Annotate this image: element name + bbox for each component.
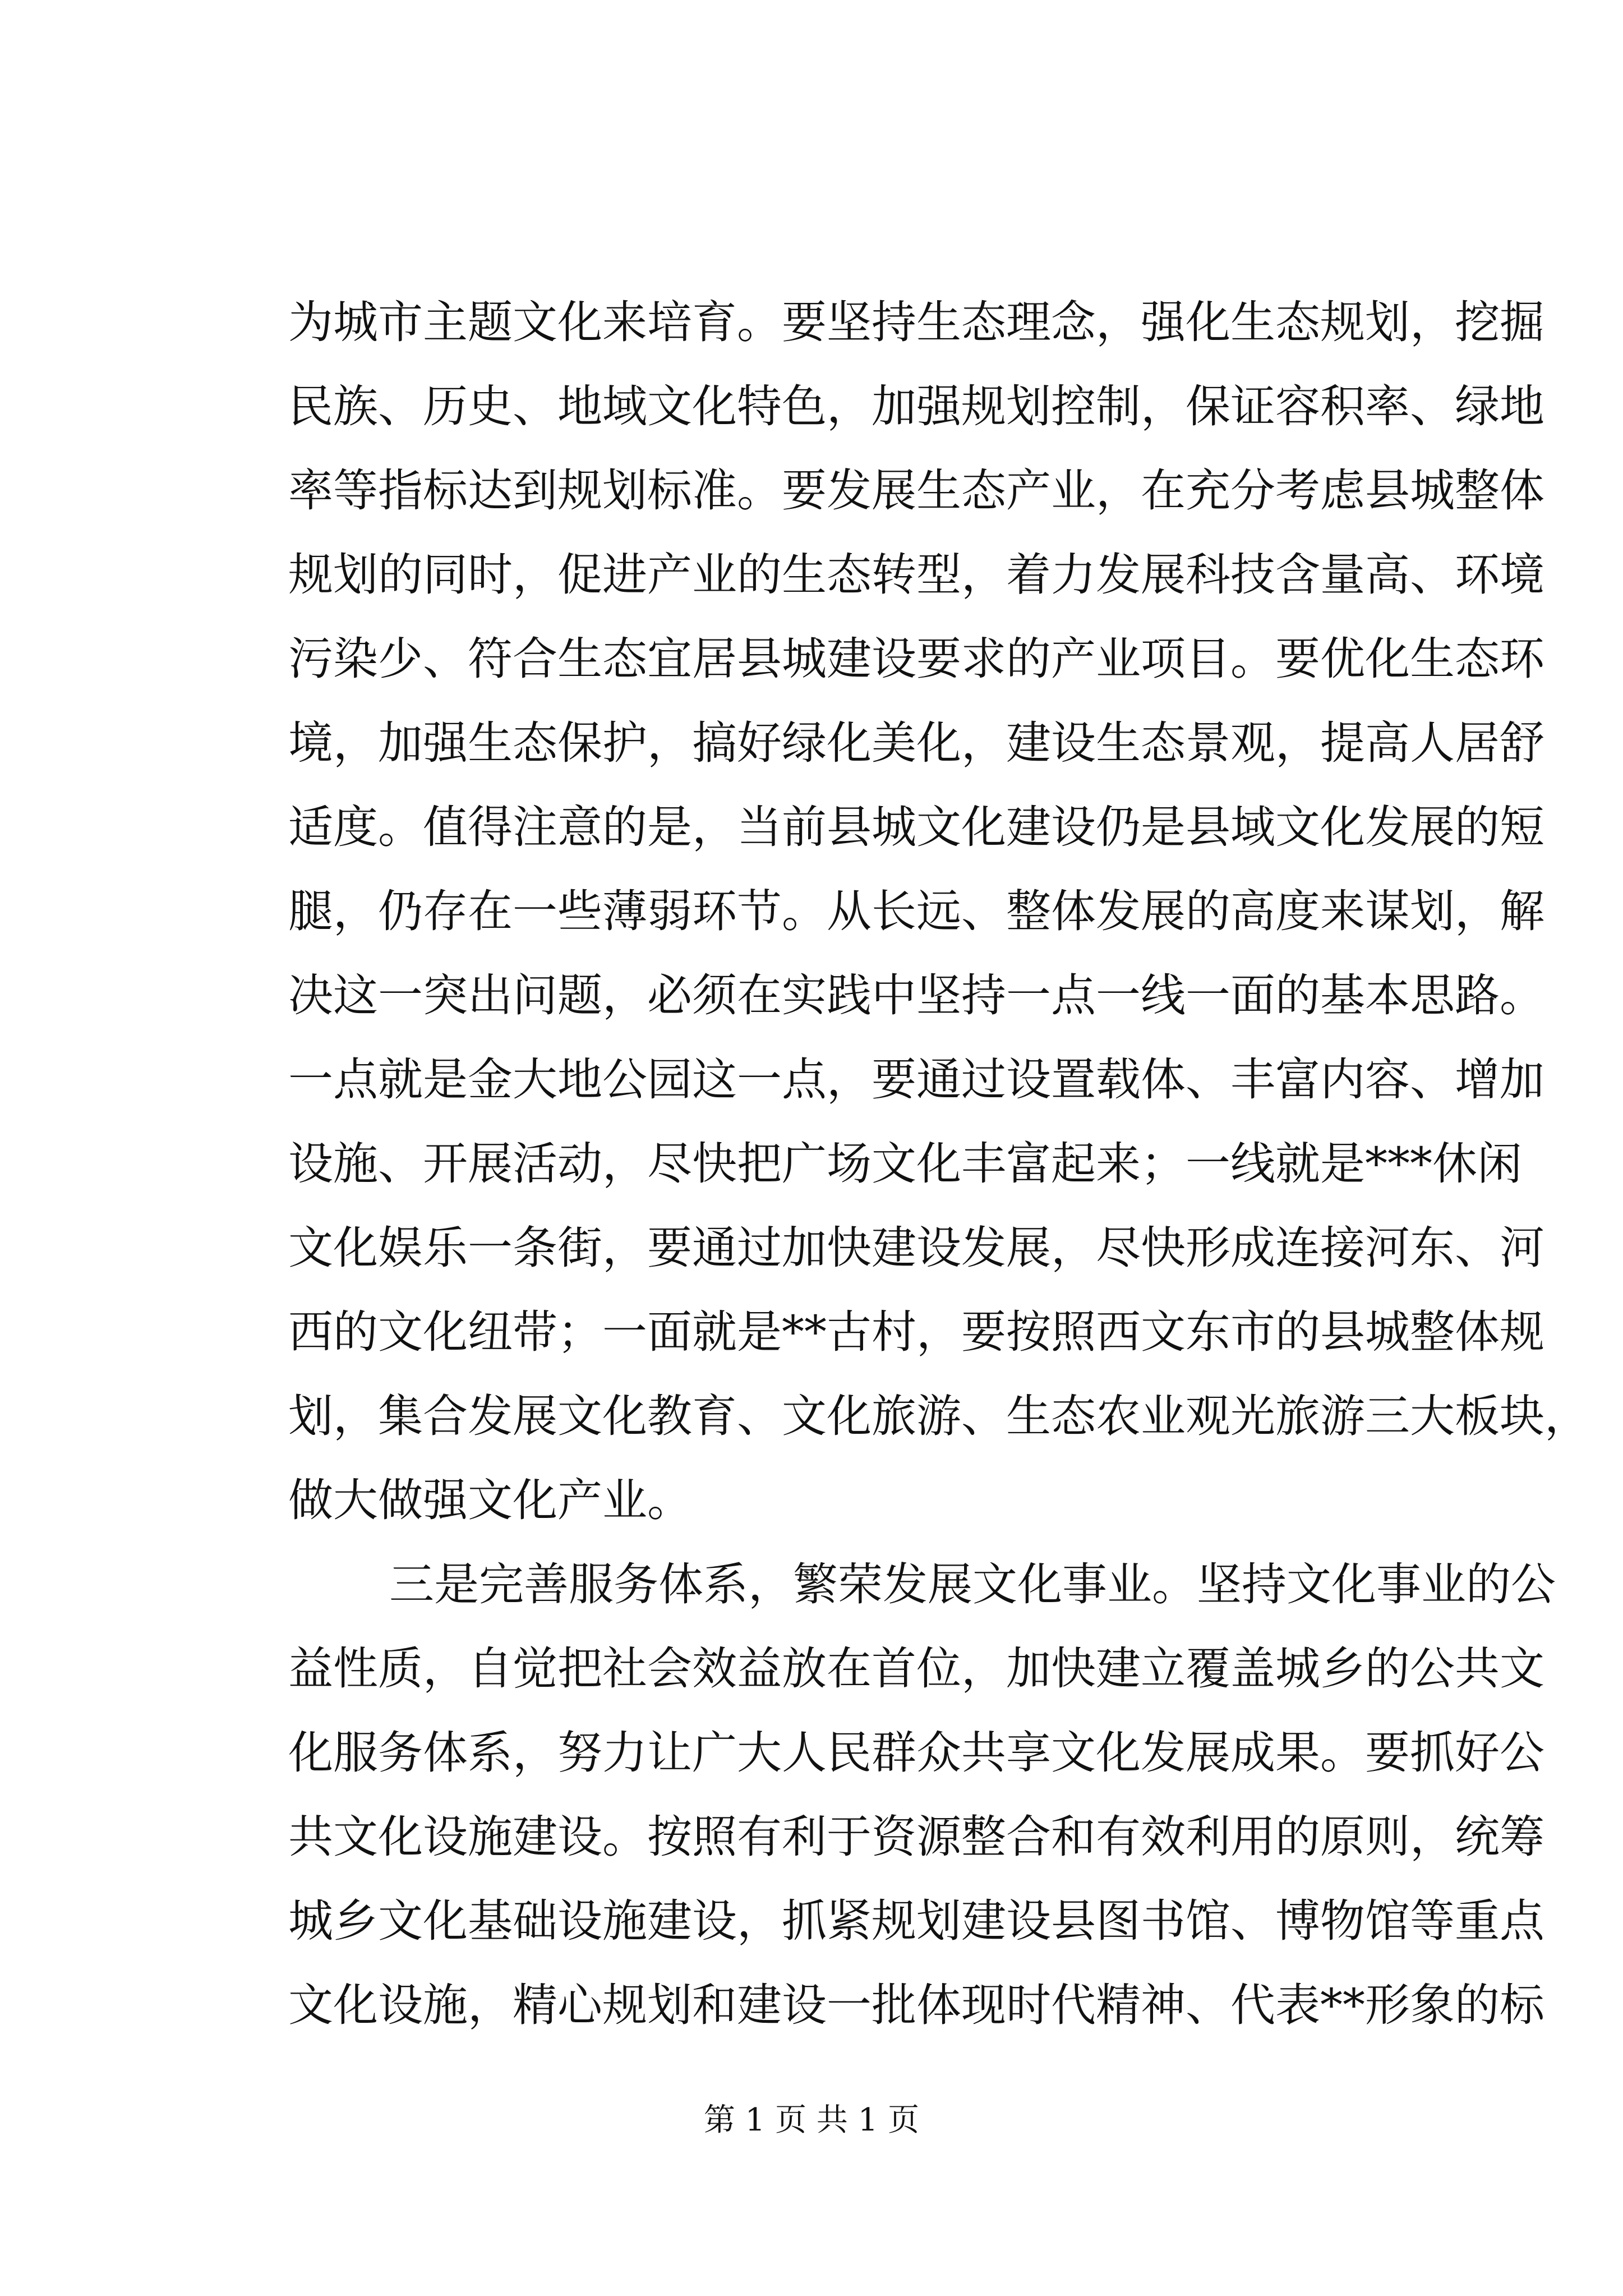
text-line: 共文化设施建设。按照有利于资源整合和有效利用的原则，统筹: [288, 1811, 1544, 1863]
text-line: 规划的同时，促进产业的生态转型，着力发展科技含量高、环境: [288, 549, 1544, 601]
text-line: 适度。值得注意的是，当前县城文化建设仍是县域文化发展的短: [288, 801, 1544, 853]
text-line: 率等指标达到规划标准。要发展生态产业，在充分考虑县城整体: [288, 464, 1544, 517]
text-line: 西的文化纽带；一面就是**古村，要按照西文东市的县城整体规: [288, 1306, 1544, 1358]
text-line: 做大做强文化产业。: [288, 1474, 692, 1526]
text-line: 文化娱乐一条街，要通过加快建设发展，尽快形成连接河东、河: [288, 1222, 1544, 1274]
text-line: 境，加强生态保护，搞好绿化美化，建设生态景观，提高人居舒: [288, 717, 1544, 769]
text-line: 划，集合发展文化教育、文化旅游、生态农业观光旅游三大板块，: [288, 1390, 1589, 1442]
text-line: 城乡文化基础设施建设，抓紧规划建设县图书馆、博物馆等重点: [288, 1895, 1544, 1947]
text-line: 民族、历史、地域文化特色，加强规划控制，保证容积率、绿地: [288, 380, 1544, 432]
text-line: 污染少、符合生态宜居县城建设要求的产业项目。要优化生态环: [288, 633, 1544, 685]
text-line: 一点就是金大地公园这一点，要通过设置载体、丰富内容、增加: [288, 1053, 1544, 1106]
text-line: 决这一突出问题，必须在实践中坚持一点一线一面的基本思路。: [288, 969, 1544, 1022]
page-footer: 第 1 页 共 1 页: [703, 2102, 920, 2138]
text-line: 腿，仍存在一些薄弱环节。从长远、整体发展的高度来谋划，解: [288, 885, 1544, 937]
text-line: 化服务体系，努力让广大人民群众共享文化发展成果。要抓好公: [288, 1727, 1544, 1779]
text-line: 三是完善服务体系，繁荣发展文化事业。坚持文化事业的公: [389, 1558, 1556, 1611]
text-line: 益性质，自觉把社会效益放在首位，加快建立覆盖城乡的公共文: [288, 1642, 1544, 1695]
text-line: 文化设施，精心规划和建设一批体现时代精神、代表**形象的标: [288, 1979, 1544, 2031]
text-line: 设施、开展活动，尽快把广场文化丰富起来；一线就是***休闲: [288, 1138, 1522, 1190]
text-line: 为城市主题文化来培育。要坚持生态理念，强化生态规划，挖掘: [288, 296, 1544, 348]
